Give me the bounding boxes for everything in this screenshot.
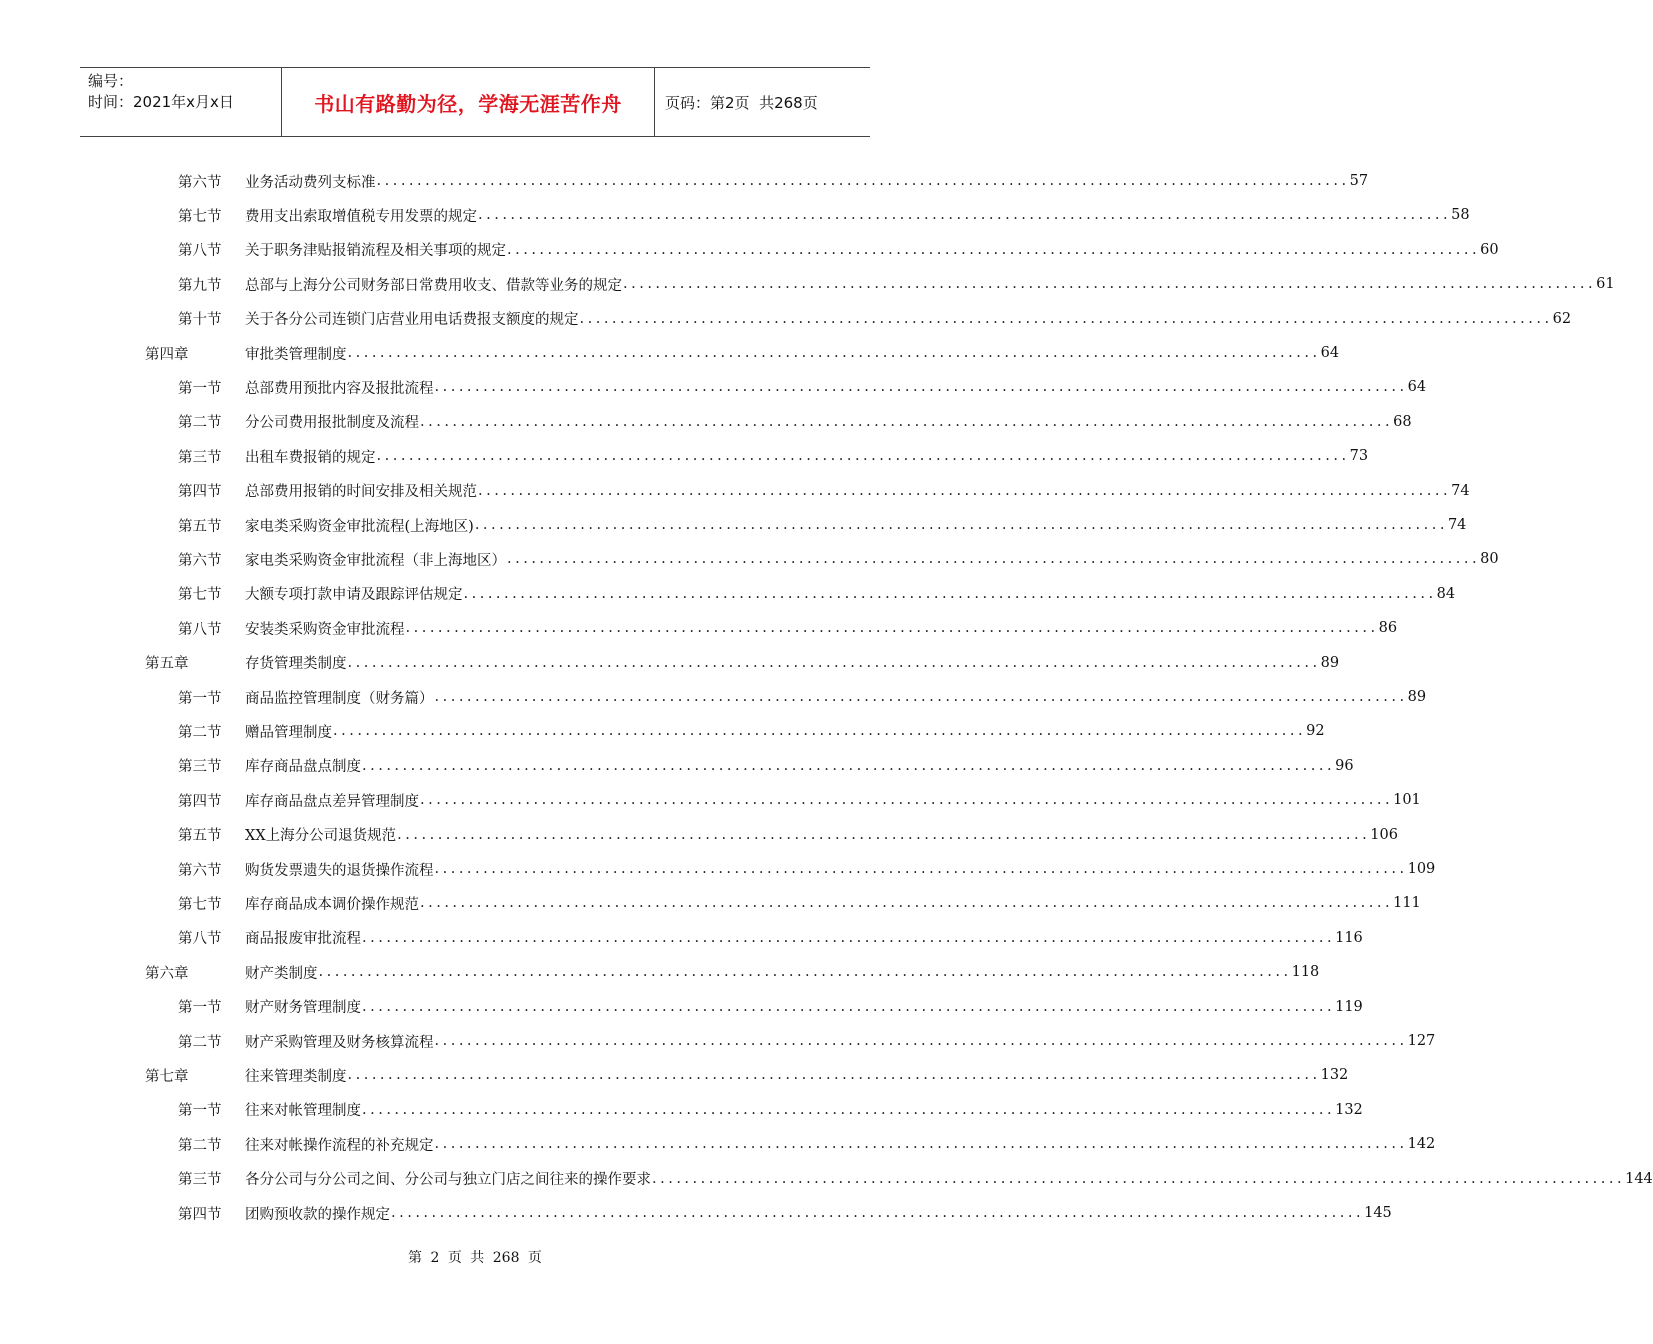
toc-section-entry[interactable]	[178, 1127, 1436, 1161]
toc-leader-dots: ........................................................................................................................	[362, 1101, 1336, 1118]
toc-entry-page-number: 58	[1451, 207, 1470, 224]
toc-section-entry[interactable]	[178, 1024, 1436, 1058]
toc-section-entry[interactable]	[178, 302, 1572, 336]
toc-leader-dots: ........................................................................................................................	[347, 1067, 1321, 1084]
toc-entry-number: 第三节	[178, 759, 222, 776]
toc-section-entry[interactable]	[178, 680, 1427, 714]
toc-entry-number: 第一节	[178, 1000, 222, 1017]
toc-section-entry[interactable]	[178, 577, 1456, 611]
toc-entry-number: 第一节	[178, 690, 222, 707]
toc-entry-page-number: 111	[1393, 895, 1421, 912]
toc-chapter-entry[interactable]	[145, 1058, 1349, 1092]
toc-leader-dots: ........................................................................................................................	[478, 207, 1452, 224]
toc-leader-dots: ........................................................................................................................	[376, 448, 1350, 465]
toc-entry-number: 第八节	[178, 621, 222, 638]
toc-entry-number: 第二节	[178, 415, 222, 432]
toc-section-entry[interactable]	[178, 233, 1499, 267]
toc-entry-page-number: 62	[1552, 310, 1572, 327]
toc-section-entry[interactable]	[178, 439, 1369, 473]
toc-entry-title: 库存商品盘点差异管理制度	[245, 793, 419, 810]
toc-section-entry[interactable]	[178, 611, 1398, 645]
toc-entry-number: 第二节	[178, 1137, 222, 1154]
header-time-label: 时间：2021年x月x日	[88, 93, 234, 111]
toc-entry-page-number: 96	[1335, 757, 1354, 774]
toc-entry-page-number: 106	[1370, 826, 1398, 843]
toc-entry-number: 第八节	[178, 931, 222, 948]
toc-leader-dots: ........................................................................................................................	[347, 345, 1321, 361]
toc-leader-dots: ........................................................................................................................	[434, 689, 1408, 705]
toc-entry-number: 第四节	[178, 793, 222, 810]
toc-leader-dots: ........................................................................................................................	[579, 310, 1553, 327]
toc-section-entry[interactable]	[178, 749, 1354, 783]
toc-entry-page-number: 127	[1407, 1033, 1436, 1049]
toc-entry-number: 第二节	[178, 724, 222, 741]
toc-entry-title: 赠品管理制度	[245, 724, 332, 741]
toc-entry-number: 第一节	[178, 380, 222, 397]
toc-section-entry[interactable]	[178, 1196, 1392, 1230]
toc-leader-dots: ........................................................................................................................	[405, 620, 1379, 637]
toc-leader-dots: ........................................................................................................................	[463, 585, 1437, 602]
toc-entry-title: 审批类管理制度	[245, 346, 347, 363]
toc-entry-title: 库存商品成本调价操作规范	[245, 896, 419, 913]
toc-entry-page-number: 109	[1407, 861, 1436, 877]
toc-leader-dots: ........................................................................................................................	[333, 723, 1307, 740]
toc-entry-number: 第三节	[178, 1172, 222, 1189]
toc-entry-number: 第七章	[145, 1068, 189, 1085]
toc-entry-title: 团购预收款的操作规定	[245, 1206, 390, 1223]
toc-leader-dots: ........................................................................................................................	[362, 929, 1336, 946]
toc-entry-number: 第四节	[178, 1206, 222, 1223]
toc-entry-number: 第五节	[178, 828, 222, 845]
toc-section-entry[interactable]	[178, 508, 1467, 542]
toc-leader-dots: ........................................................................................................................	[507, 551, 1481, 568]
toc-leader-dots: ........................................................................................................................	[478, 482, 1452, 499]
toc-entry-page-number: 60	[1480, 241, 1499, 258]
toc-entry-title: 家电类采购资金审批流程（非上海地区）	[245, 552, 506, 569]
toc-entry-title: 商品监控管理制度（财务篇）	[245, 690, 434, 707]
toc-entry-number: 第六节	[178, 552, 222, 569]
toc-section-entry[interactable]	[178, 818, 1398, 852]
toc-section-entry[interactable]	[178, 921, 1363, 955]
toc-entry-page-number: 74	[1451, 482, 1470, 499]
toc-entry-number: 第六节	[178, 862, 222, 879]
toc-leader-dots: ........................................................................................................................	[347, 654, 1321, 671]
toc-entry-page-number: 116	[1335, 929, 1363, 946]
toc-entry-number: 第四节	[178, 484, 222, 501]
toc-entry-number: 第五章	[145, 656, 189, 673]
toc-section-entry[interactable]	[178, 405, 1412, 439]
toc-entry-number: 第一节	[178, 1103, 222, 1120]
toc-entry-title: 财产财务管理制度	[245, 1000, 361, 1017]
toc-entry-page-number: 118	[1291, 964, 1320, 981]
toc-entry-page-number: 86	[1378, 620, 1398, 637]
toc-entry-title: 业务活动费列支标准	[245, 174, 376, 191]
toc-section-entry[interactable]	[178, 474, 1470, 508]
toc-section-entry[interactable]	[178, 852, 1436, 886]
toc-entry-title: 大额专项打款申请及跟踪评估规定	[245, 587, 463, 604]
toc-entry-title: 总部与上海分公司财务部日常费用收支、借款等业务的规定	[245, 277, 622, 294]
toc-entry-title: 财产类制度	[245, 965, 318, 982]
toc-section-entry[interactable]	[178, 1093, 1363, 1127]
toc-entry-page-number: 145	[1364, 1205, 1392, 1221]
toc-entry-title: 分公司费用报批制度及流程	[245, 415, 419, 432]
toc-entry-page-number: 89	[1320, 654, 1340, 671]
toc-section-entry[interactable]	[178, 783, 1421, 817]
toc-leader-dots: ........................................................................................................................	[507, 241, 1481, 258]
toc-leader-dots: ........................................................................................................................	[434, 1033, 1408, 1049]
toc-entry-title: 关于各分公司连锁门店营业用电话费报支额度的规定	[245, 312, 579, 329]
toc-entry-number: 第六章	[145, 965, 189, 982]
toc-leader-dots: ........................................................................................................................	[652, 1170, 1626, 1187]
toc-entry-page-number: 142	[1407, 1136, 1436, 1153]
toc-entry-page-number: 64	[1320, 345, 1340, 361]
toc-entry-title: 费用支出索取增值税专用发票的规定	[245, 208, 477, 225]
toc-leader-dots: ........................................................................................................................	[397, 826, 1371, 843]
toc-entry-page-number: 80	[1480, 551, 1499, 568]
toc-entry-page-number: 84	[1436, 585, 1456, 602]
toc-entry-title: 各分公司与分公司之间、分公司与独立门店之间往来的操作要求	[245, 1172, 651, 1189]
toc-entry-page-number: 144	[1625, 1170, 1653, 1187]
toc-leader-dots: ........................................................................................................................	[434, 1136, 1408, 1153]
toc-entry-page-number: 74	[1447, 517, 1467, 533]
toc-chapter-entry[interactable]	[145, 646, 1340, 680]
toc-entry-page-number: 132	[1335, 1101, 1363, 1118]
toc-entry-title: 存货管理类制度	[245, 656, 347, 673]
toc-entry-number: 第十节	[178, 312, 222, 329]
toc-entry-page-number: 92	[1306, 723, 1325, 740]
toc-entry-title: 家电类采购资金审批流程(上海地区)	[245, 518, 474, 535]
toc-leader-dots: ........................................................................................................................	[391, 1205, 1365, 1221]
toc-section-entry[interactable]	[178, 1162, 1653, 1196]
toc-entry-number: 第六节	[178, 174, 222, 191]
toc-entry-title: 库存商品盘点制度	[245, 759, 361, 776]
header-page-info	[655, 68, 870, 136]
toc-chapter-entry[interactable]	[145, 955, 1320, 989]
toc-entry-page-number: 119	[1335, 998, 1363, 1015]
toc-section-entry[interactable]	[178, 198, 1470, 232]
toc-leader-dots: ........................................................................................................................	[420, 413, 1394, 430]
toc-leader-dots: ........................................................................................................................	[434, 861, 1408, 877]
page-footer: 第 2 页 共 268 页	[408, 1250, 542, 1266]
toc-leader-dots: ........................................................................................................................	[376, 173, 1350, 189]
toc-entry-number: 第七节	[178, 587, 222, 604]
toc-chapter-entry[interactable]	[145, 336, 1340, 370]
toc-entry-page-number: 89	[1407, 689, 1427, 705]
header-motto: 书山有路勤为径，学海无涯苦作舟	[282, 68, 655, 136]
toc-leader-dots: ........................................................................................................................	[420, 895, 1394, 912]
toc-entry-page-number: 57	[1349, 173, 1369, 189]
toc-entry-title: 往来对帐操作流程的补充规定	[245, 1137, 434, 1154]
toc-entry-page-number: 64	[1407, 379, 1427, 396]
toc-leader-dots: ........................................................................................................................	[420, 792, 1394, 809]
toc-entry-page-number: 68	[1393, 413, 1412, 430]
header-code-label: 编号：	[88, 72, 134, 90]
toc-entry-number: 第七节	[178, 208, 222, 225]
header-page-label: 页码：第2页 共268页	[665, 93, 818, 112]
toc-entry-title: 总部费用报销的时间安排及相关规范	[245, 484, 477, 501]
toc-entry-title: 往来对帐管理制度	[245, 1103, 361, 1120]
toc-section-entry[interactable]	[178, 542, 1499, 576]
toc-entry-title: 往来管理类制度	[245, 1068, 347, 1085]
toc-leader-dots: ........................................................................................................................	[362, 757, 1336, 774]
toc-entry-number: 第八节	[178, 243, 222, 260]
toc-entry-page-number: 101	[1393, 792, 1421, 809]
toc-section-entry[interactable]	[178, 267, 1615, 301]
toc-entry-title: 总部费用预批内容及报批流程	[245, 380, 434, 397]
toc-section-entry[interactable]	[178, 886, 1421, 920]
toc-section-entry[interactable]	[178, 164, 1369, 198]
toc-leader-dots: ........................................................................................................................	[318, 964, 1292, 981]
toc-entry-title: 财产采购管理及财务核算流程	[245, 1034, 434, 1051]
toc-section-entry[interactable]	[178, 370, 1427, 404]
toc-entry-number: 第五节	[178, 518, 222, 535]
toc-leader-dots: ........................................................................................................................	[474, 517, 1448, 533]
toc-entry-title: 商品报废审批流程	[245, 931, 361, 948]
toc-entry-number: 第三节	[178, 449, 222, 466]
toc-entry-title: 出租车费报销的规定	[245, 449, 376, 466]
toc-section-entry[interactable]	[178, 990, 1363, 1024]
toc-leader-dots: ........................................................................................................................	[434, 379, 1408, 396]
toc-leader-dots: ........................................................................................................................	[623, 276, 1597, 293]
toc-entry-number: 第二节	[178, 1034, 222, 1051]
toc-entry-title: 关于职务津贴报销流程及相关事项的规定	[245, 243, 506, 260]
page-header	[80, 67, 870, 137]
toc-entry-page-number: 132	[1320, 1067, 1349, 1084]
toc-leader-dots: ........................................................................................................................	[362, 998, 1336, 1015]
toc-entry-title: XX上海分公司退货规范	[245, 828, 397, 845]
toc-entry-number: 第七节	[178, 896, 222, 913]
toc-entry-page-number: 61	[1596, 276, 1615, 293]
toc-section-entry[interactable]	[178, 714, 1325, 748]
toc-entry-page-number: 73	[1349, 448, 1369, 465]
header-meta	[80, 68, 282, 136]
toc-entry-title: 购货发票遗失的退货操作流程	[245, 862, 434, 879]
toc-entry-number: 第四章	[145, 346, 189, 363]
toc-entry-number: 第九节	[178, 277, 222, 294]
toc-entry-title: 安装类采购资金审批流程	[245, 621, 405, 638]
